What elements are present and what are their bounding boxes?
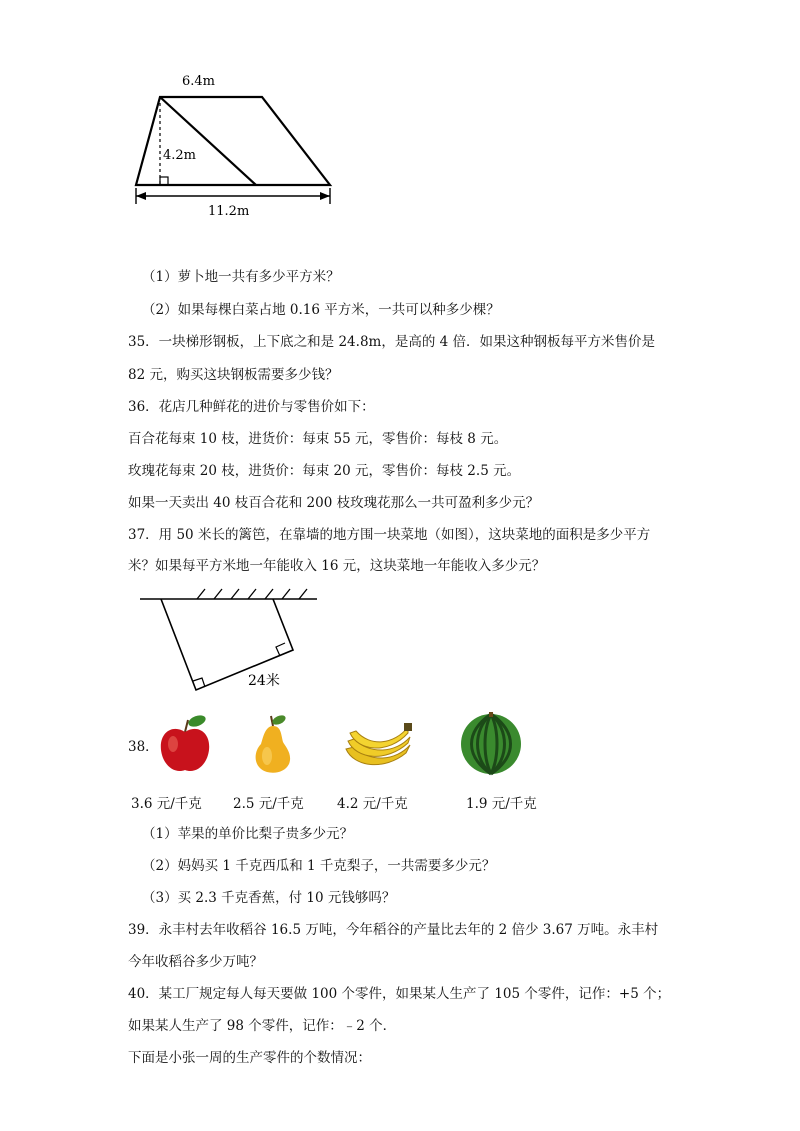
q37-line-1: 37．用 50 米长的篱笆，在靠墙的地方围一块菜地（如图），这块菜地的面积是多少平方 [128, 527, 651, 543]
q36-line-2: 百合花每束 10 枝，进货价：每束 55 元，零售价：每枝 8 元。 [128, 431, 508, 447]
q36-line-1: 36．花店几种鲜花的进价与零售价如下： [128, 399, 375, 415]
q35-line-2: 82 元，购买这块钢板需要多少钱？ [128, 367, 339, 383]
pear-price: 2.5 元/千克 [233, 796, 304, 812]
wall-garden-figure [135, 585, 325, 695]
trapezoid-figure [120, 68, 350, 218]
q38-number: 38． [128, 739, 159, 755]
pear-icon [245, 712, 301, 776]
q37-line-2: 米？如果每平方米地一年能收入 16 元，这块菜地一年能收入多少元？ [128, 558, 546, 574]
banana-price: 4.2 元/千克 [337, 796, 408, 812]
garden-side-label: 24米 [248, 673, 280, 689]
q39-line-2: 今年收稻谷多少万吨？ [128, 954, 263, 970]
q34-part-1: （1）萝卜地一共有多少平方米？ [142, 269, 340, 285]
q36-line-4: 如果一天卖出 40 枝百合花和 200 枝玫瑰花那么一共可盈利多少元？ [128, 495, 540, 511]
banana-icon [340, 715, 415, 777]
watermelon-icon [458, 710, 524, 776]
trapezoid-height-label: 4.2m [163, 148, 197, 163]
q38-part-1: （1）苹果的单价比梨子贵多少元？ [142, 826, 354, 842]
q39-line-1: 39．永丰村去年收稻谷 16.5 万吨，今年稻谷的产量比去年的 2 倍少 3.67 万吨。永丰村 [128, 922, 659, 938]
q38-part-2: （2）妈妈买 1 千克西瓜和 1 千克梨子，一共需要多少元？ [142, 858, 496, 874]
apple-icon [155, 712, 215, 776]
watermelon-price: 1.9 元/千克 [466, 796, 537, 812]
q40-line-3: 下面是小张一周的生产零件的个数情况： [128, 1050, 371, 1066]
q35-line-1: 35．一块梯形钢板，上下底之和是 24.8m，是高的 4 倍．如果这种钢板每平方米售价是 [128, 334, 655, 350]
apple-price: 3.6 元/千克 [131, 796, 202, 812]
q34-part-2: （2）如果每棵白菜占地 0.16 平方米，一共可以种多少棵？ [142, 302, 500, 318]
trapezoid-bottom-label: 11.2m [208, 204, 250, 218]
q40-line-1: 40．某工厂规定每人每天要做 100 个零件，如果某人生产了 105 个零件，记作：+5 个； [128, 986, 671, 1002]
q38-part-3: （3）买 2.3 千克香蕉，付 10 元钱够吗？ [142, 890, 396, 906]
q36-line-3: 玫瑰花每束 20 枝，进货价：每束 20 元，零售价：每枝 2.5 元。 [128, 463, 521, 479]
q40-line-2: 如果某人生产了 98 个零件，记作：﹣2 个． [128, 1018, 397, 1034]
trapezoid-top-label: 6.4m [182, 74, 216, 89]
